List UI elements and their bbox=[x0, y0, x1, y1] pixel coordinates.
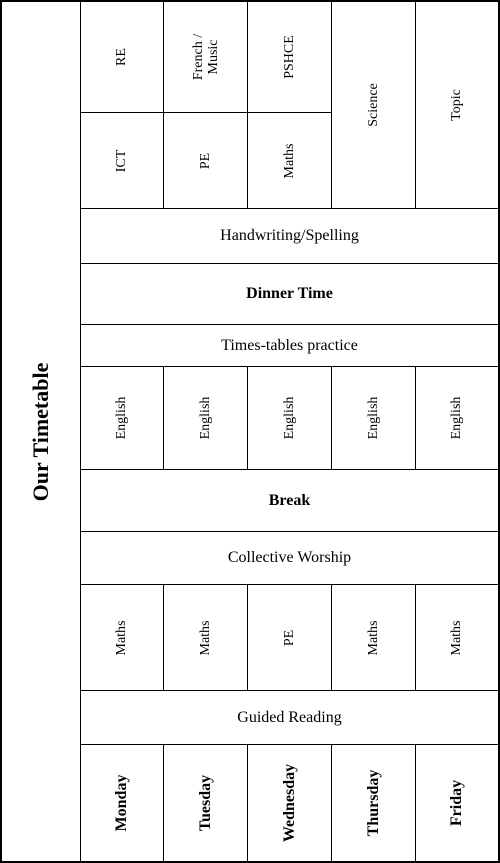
wednesday-top-1 bbox=[247, 0, 332, 113]
lesson-label: Topic bbox=[449, 89, 464, 121]
lesson-label: English bbox=[197, 396, 213, 440]
lesson-label: French / Music bbox=[190, 33, 221, 81]
monday-top-2 bbox=[80, 112, 164, 209]
english-friday bbox=[415, 366, 500, 470]
lesson-label: English bbox=[281, 396, 297, 440]
lesson-label: Maths bbox=[365, 620, 381, 655]
lesson-label: Science bbox=[365, 83, 381, 127]
row-label: Break bbox=[268, 491, 311, 509]
lesson-label: PE bbox=[281, 629, 297, 646]
row-label: Collective Worship bbox=[227, 549, 352, 566]
row-label: Times-tables practice bbox=[221, 337, 358, 354]
english-wednesday bbox=[247, 366, 332, 470]
day-thursday bbox=[331, 744, 416, 863]
english-thursday bbox=[331, 366, 416, 470]
break-row bbox=[80, 469, 500, 532]
monday-top-1 bbox=[80, 0, 164, 113]
row-label: Dinner Time bbox=[246, 285, 333, 302]
day-monday bbox=[80, 744, 164, 863]
wednesday-top-2 bbox=[247, 112, 332, 209]
lesson-label: RE bbox=[114, 48, 129, 66]
row-label: Guided Reading bbox=[237, 708, 342, 726]
day-label: Friday bbox=[448, 779, 465, 827]
lesson-label: PE bbox=[197, 152, 213, 169]
friday-top bbox=[415, 0, 500, 209]
title-column bbox=[0, 0, 81, 863]
pe-wednesday bbox=[247, 584, 332, 691]
lesson-label: Maths bbox=[449, 620, 464, 655]
day-tuesday bbox=[163, 744, 248, 863]
day-label: Monday bbox=[113, 774, 130, 832]
day-label: Tuesday bbox=[196, 774, 214, 832]
maths-tuesday bbox=[163, 584, 248, 691]
dinner-row bbox=[80, 263, 500, 325]
lesson-label: English bbox=[449, 396, 464, 440]
lesson-label: English bbox=[365, 396, 381, 440]
lesson-label: Maths bbox=[197, 620, 213, 655]
thursday-top bbox=[331, 0, 416, 209]
guided-reading-row bbox=[80, 690, 500, 745]
english-monday bbox=[80, 366, 164, 470]
day-friday bbox=[415, 744, 500, 863]
lesson-label: ICT bbox=[114, 149, 129, 172]
worship-row bbox=[80, 531, 500, 585]
maths-thursday bbox=[331, 584, 416, 691]
day-label: Thursday bbox=[364, 769, 382, 837]
tuesday-top-1 bbox=[163, 0, 248, 113]
tuesday-top-2 bbox=[163, 112, 248, 209]
english-tuesday bbox=[163, 366, 248, 470]
row-label: Handwriting/Spelling bbox=[220, 227, 359, 244]
lesson-label: English bbox=[114, 396, 129, 440]
lesson-label: Maths bbox=[114, 620, 129, 655]
timetable-title: Our Timetable bbox=[28, 362, 53, 501]
maths-monday bbox=[80, 584, 164, 691]
day-label: Wednesday bbox=[280, 763, 298, 843]
maths-friday bbox=[415, 584, 500, 691]
day-wednesday bbox=[247, 744, 332, 863]
times-tables-row bbox=[80, 324, 500, 367]
handwriting-row bbox=[80, 208, 500, 264]
lesson-label: PSHCE bbox=[281, 35, 297, 79]
lesson-label: Maths bbox=[281, 143, 297, 178]
